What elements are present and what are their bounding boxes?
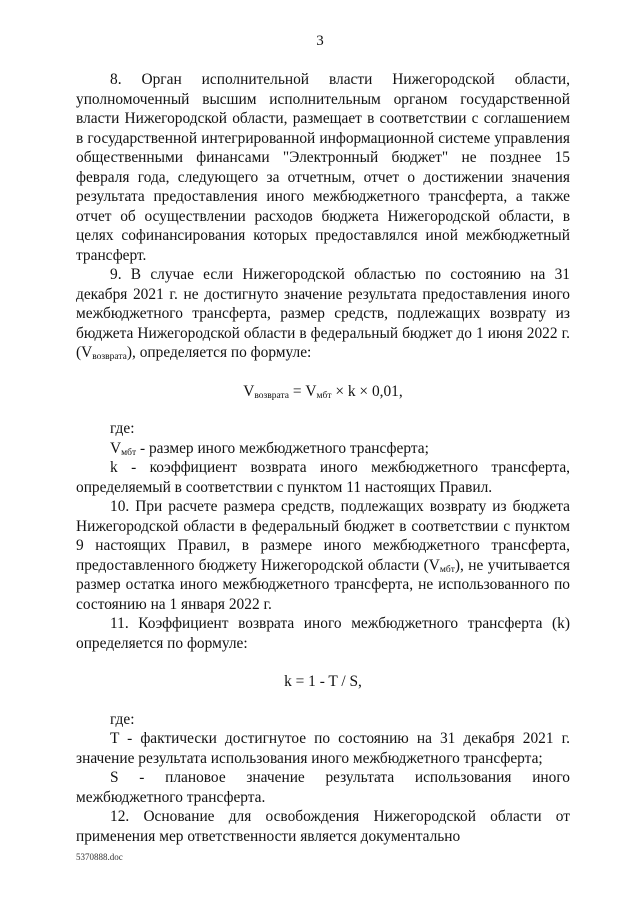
paragraph-8: 8. Орган исполнительной власти Нижегородской области, уполномоченный высшим исполнительным органом государственной власти Нижегородской области, размещает в соответствии с соглашением в государственной интегрированной информационной системе управления общественными финансами "Электронный бюджет" не позднее 15 февраля года, следующего за отчетным, отчет о достижении значения результата предоставления иного межбюджетного трансферта, а также отчет об осуществлении расходов бюджета Нижегородской области, в целях софинансирования которых предоставлялся иной межбюджетный трансферт.	[76, 71, 570, 264]
paragraph-10-subscript: мбт	[439, 564, 455, 575]
document-body	[76, 70, 570, 846]
paragraph-12: 12. Основание для освобождения Нижегородской области от применения мер ответственности является документально	[76, 808, 570, 845]
where-label-1: где:	[110, 420, 135, 437]
definition-t: T - фактически достигнутое по состоянию на 31 декабря 2021 г. значение результата использования иного межбюджетного трансферта;	[76, 730, 570, 767]
paragraph-9-text: 9. В случае если Нижегородской областью по состоянию на 31 декабря 2021 г. не достигнуто значение результата предоставления иного межбюджетного трансферта, размер средств, подлежащих возврату из бюджета Нижегородской области в федеральный бюджет до 1 июня 2022 г. (V	[76, 266, 570, 361]
formula-sub-vozvrata: возврата	[254, 390, 289, 401]
paragraph-9-end: ), определяется по формуле:	[126, 344, 312, 361]
paragraph-9	[76, 265, 570, 363]
formula-end: × k × 0,01,	[331, 382, 403, 400]
definition-vmbt-text: - размер иного межбюджетного трансферта;	[136, 439, 429, 457]
page-number: 3	[316, 33, 324, 49]
definition-vmbt	[76, 439, 570, 459]
formula-v: V	[243, 382, 255, 400]
formula-refund	[76, 382, 570, 402]
formula-eq-v: = V	[289, 382, 317, 400]
paragraph-11: 11. Коэффициент возврата иного межбюджетного трансферта (k) определяется по формуле:	[76, 615, 570, 652]
paragraph-10	[76, 497, 570, 614]
formula-coefficient: k = 1 - T / S,	[284, 673, 362, 690]
where-label-2: где:	[110, 710, 135, 728]
definition-vmbt-sub: мбт	[121, 447, 137, 458]
paragraph-10-end: ), не учитывается размер остатка иного межбюджетного трансферта, не использованного по состоянию на 1 января 2022 г.	[76, 556, 570, 613]
file-name-footer: 5370888.doc	[76, 852, 123, 862]
paragraph-10-text: 10. При расчете размера средств, подлежащих возврату из бюджета Нижегородской области в федеральный бюджет в соответствии с пунктом 9 настоящих Правил, в размере иного межбюджетного трансферта, предоставленного бюджету Нижегородской области (V	[76, 498, 570, 574]
paragraph-9-subscript: возврата	[92, 352, 127, 362]
formula-sub-mbt: мбт	[316, 390, 332, 401]
definition-s: S - плановое значение результата использования иного межбюджетного трансферта.	[76, 769, 570, 806]
definition-vmbt-symbol: V	[110, 439, 122, 457]
definition-k: k - коэффициент возврата иного межбюджетного трансферта, определяемый в соответствии с пунктом 11 настоящих Правил.	[76, 459, 570, 496]
